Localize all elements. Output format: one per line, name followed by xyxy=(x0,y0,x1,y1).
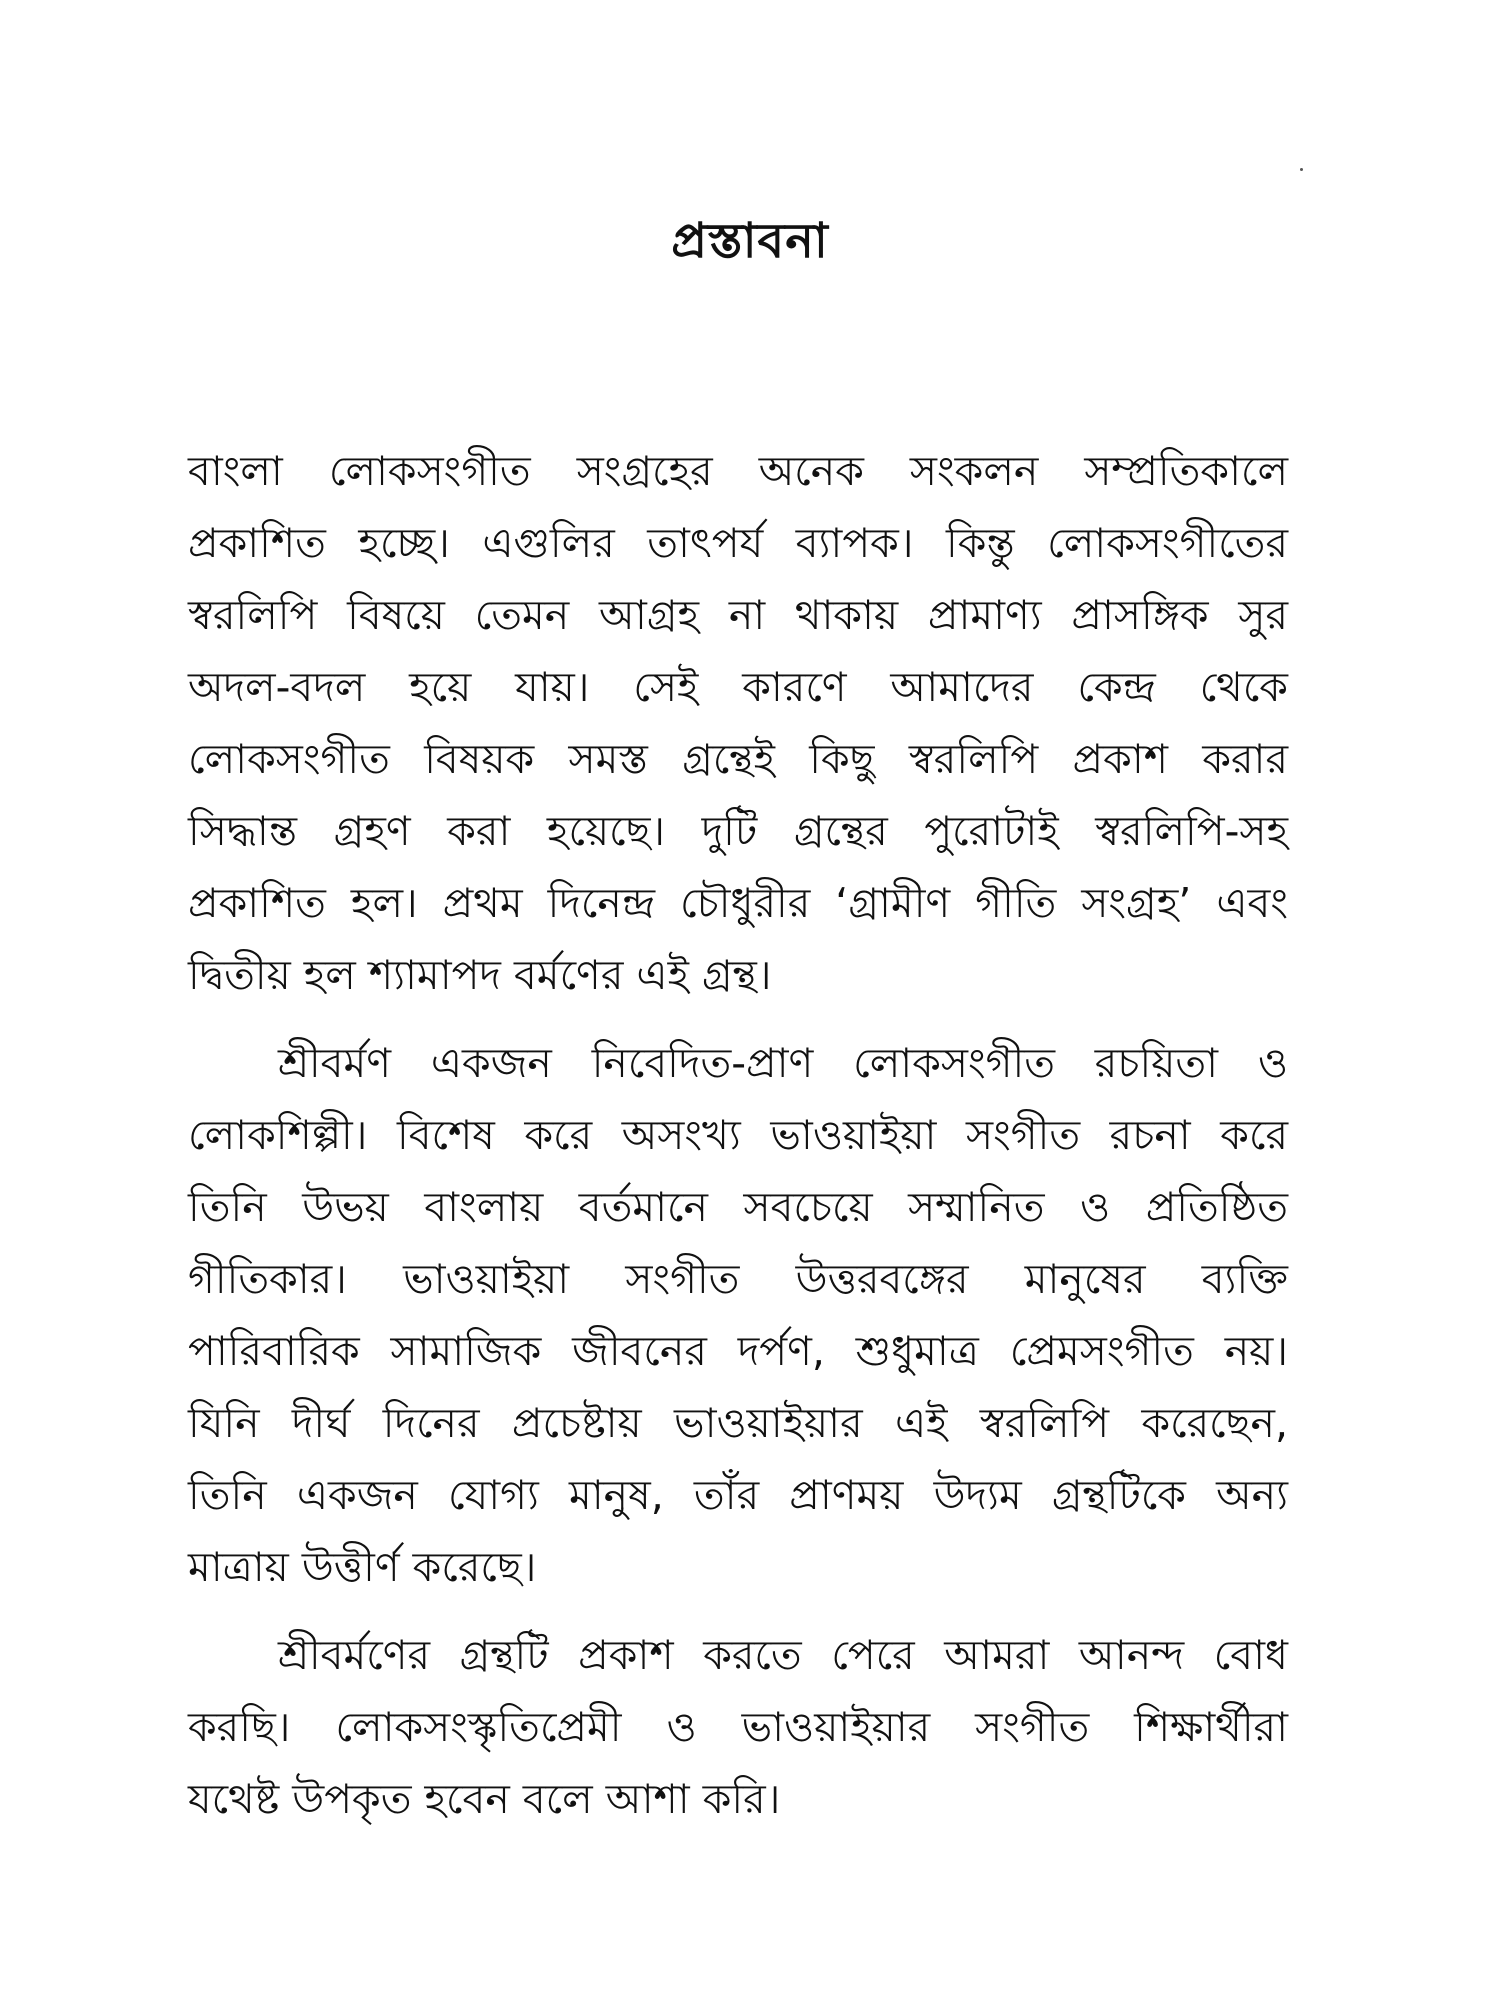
paragraph-line: লোকসংগীত বিষয়ক সমস্ত গ্রন্থেই কিছু স্বরলিপি প্রকাশ করার xyxy=(188,735,1288,783)
paragraph-line: গীতিকার। ভাওয়াইয়া সংগীত উত্তরবঙ্গের মানুষের ব্যক্তি xyxy=(188,1255,1288,1303)
paragraph-line: শ্রীবর্মণ একজন নিবেদিত-প্রাণ লোকসংগীত রচয়িতা ও xyxy=(278,1039,1288,1087)
stray-mark xyxy=(1300,168,1303,171)
paragraph-line: যিনি দীর্ঘ দিনের প্রচেষ্টায় ভাওয়াইয়ার এই স্বরলিপি করেছেন, xyxy=(188,1399,1288,1447)
paragraph-line: লোকশিল্পী। বিশেষ করে অসংখ্য ভাওয়াইয়া সংগীত রচনা করে xyxy=(188,1111,1288,1159)
body-text xyxy=(188,435,1288,1835)
paragraph-line: দ্বিতীয় হল শ্যামাপদ বর্মণের এই গ্রন্থ। xyxy=(188,951,772,999)
paragraph-line: প্রকাশিত হচ্ছে। এগুলির তাৎপর্য ব্যাপক। কিন্তু লোকসংগীতের xyxy=(188,519,1288,567)
paragraph-line: যথেষ্ট উপকৃত হবেন বলে আশা করি। xyxy=(188,1775,781,1823)
paragraph-line: তিনি উভয় বাংলায় বর্তমানে সবচেয়ে সম্মানিত ও প্রতিষ্ঠিত xyxy=(188,1183,1288,1231)
paragraph-line: সিদ্ধান্ত গ্রহণ করা হয়েছে। দুটি গ্রন্থের পুরোটাই স্বরলিপি-সহ xyxy=(188,807,1288,855)
paragraph-line: মাত্রায় উত্তীর্ণ করেছে। xyxy=(188,1543,537,1591)
paragraph-line: প্রকাশিত হল। প্রথম দিনেন্দ্র চৌধুরীর ‘গ্রামীণ গীতি সংগ্রহ’ এবং xyxy=(188,879,1288,927)
page-title: প্রস্তাবনা xyxy=(671,213,829,269)
paragraph-line: তিনি একজন যোগ্য মানুষ, তাঁর প্রাণময় উদ্যম গ্রন্থটিকে অন্য xyxy=(188,1471,1288,1519)
paragraph-1 xyxy=(188,435,1288,1011)
paragraph-line: করছি। লোকসংস্কৃতিপ্রেমী ও ভাওয়াইয়ার সংগীত শিক্ষার্থীরা xyxy=(188,1703,1288,1751)
paragraph-line: অদল-বদল হয়ে যায়। সেই কারণে আমাদের কেন্দ্র থেকে xyxy=(188,663,1288,711)
paragraph-line: বাংলা লোকসংগীত সংগ্রহের অনেক সংকলন সম্প্রতিকালে xyxy=(188,447,1288,495)
paragraph-line: স্বরলিপি বিষয়ে তেমন আগ্রহ না থাকায় প্রামাণ্য প্রাসঙ্গিক সুর xyxy=(188,591,1288,639)
paragraph-line: শ্রীবর্মণের গ্রন্থটি প্রকাশ করতে পেরে আমরা আনন্দ বোধ xyxy=(278,1631,1288,1679)
paragraph-3 xyxy=(188,1619,1288,1835)
paragraph-2 xyxy=(188,1027,1288,1603)
paragraph-line: পারিবারিক সামাজিক জীবনের দর্পণ, শুধুমাত্র প্রেমসংগীত নয়। xyxy=(188,1327,1288,1375)
